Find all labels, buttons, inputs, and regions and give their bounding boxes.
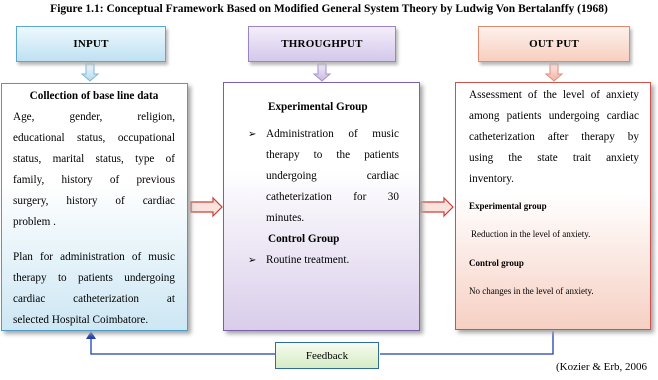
feedback-line-right (380, 331, 553, 354)
feedback-line-left (91, 338, 275, 354)
bullet-arrow-icon: ➢ (248, 255, 257, 266)
input-down-arrow (82, 64, 98, 81)
output-header: OUT PUT (478, 26, 630, 62)
experimental-line: catheterization for 30 (266, 191, 399, 203)
input-line: educational status, occupational (13, 132, 175, 144)
output-line: Assessment of the level of anxiety (469, 89, 639, 101)
input-line: status, marital status, type of (13, 153, 175, 165)
output-control-text: No changes in the level of anxiety. (469, 286, 594, 296)
input-header: INPUT (16, 26, 166, 62)
input-heading: Collection of base line data (29, 90, 159, 102)
output-line: inventory. (469, 173, 514, 185)
control-group-heading: Control Group (268, 233, 340, 245)
throughput-box (223, 82, 420, 331)
experimental-line: minutes. (266, 212, 305, 224)
experimental-line: therapy to the patients (266, 149, 399, 161)
feedback-box: Feedback (275, 342, 379, 369)
output-down-arrow (546, 64, 562, 81)
experimental-group-heading: Experimental Group (268, 101, 368, 113)
input-to-throughput-arrow (191, 198, 222, 216)
feedback-arrowhead (86, 331, 96, 339)
input-line: surgery, history of cardiac (13, 195, 175, 207)
figure-title: Figure 1.1: Conceptual Framework Based on Modified General System Theory by Ludwig Von Bertalanffy (1968) (50, 3, 608, 15)
input-plan-line: Plan for administration of music (13, 251, 175, 263)
output-experimental-text: Reduction in the level of anxiety. (471, 229, 591, 239)
input-plan-line: selected Hospital Coimbatore. (13, 314, 149, 326)
output-line: catheterization after therapy by (469, 131, 639, 143)
experimental-line: Administration of music (266, 128, 399, 140)
input-line: family, history of previous (13, 174, 175, 186)
bullet-arrow-icon: ➢ (248, 129, 257, 140)
output-line: using the state trait anxiety (469, 152, 639, 164)
input-plan-line: cardiac catheterization at (13, 293, 175, 305)
citation: (Kozier & Erb, 2006 (556, 361, 648, 373)
input-box (1, 83, 188, 331)
experimental-line: undergoing cardiac (266, 170, 399, 182)
output-experimental-heading: Experimental group (469, 201, 547, 211)
throughput-to-output-arrow (421, 198, 453, 216)
throughput-header: THROUGHPUT (248, 26, 396, 62)
output-control-heading: Control group (469, 258, 524, 268)
output-box (455, 82, 651, 330)
throughput-down-arrow (314, 64, 330, 81)
output-line: among patients undergoing cardiac (469, 110, 639, 122)
input-plan-line: therapy to patients undergoing (13, 272, 175, 284)
input-line: Age, gender, religion, (13, 111, 175, 123)
input-line: problem . (13, 216, 56, 228)
control-item: Routine treatment. (266, 254, 350, 266)
